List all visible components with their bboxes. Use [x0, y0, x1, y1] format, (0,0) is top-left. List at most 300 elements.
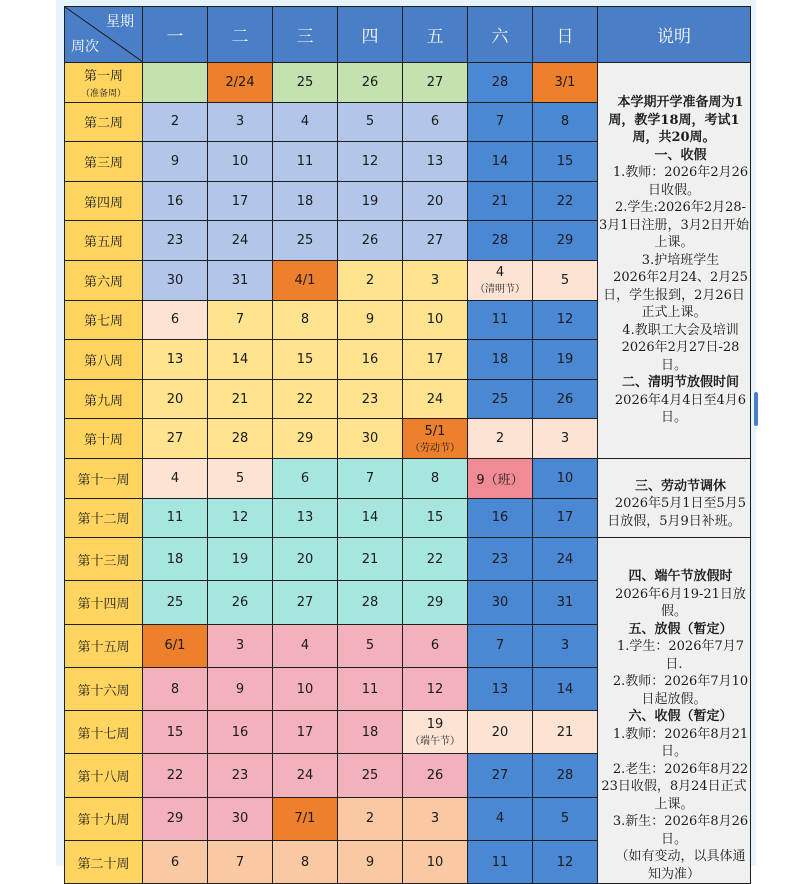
notes-block2: [598, 458, 751, 537]
day-number: 8: [170, 681, 180, 697]
day-cell: [403, 102, 468, 142]
day-cell: [403, 538, 468, 581]
day-cell: [403, 754, 468, 797]
week-label: [65, 419, 143, 459]
day-cell: [208, 340, 273, 380]
day-cell: [338, 181, 403, 221]
day-cell: [273, 538, 338, 581]
day-number: 5: [365, 114, 375, 130]
day-cell: [273, 624, 338, 667]
note-line: 四、端午节放假时: [628, 569, 733, 585]
day-cell: [468, 498, 533, 538]
day-cell: [338, 458, 403, 498]
day-number: 4/1: [294, 272, 316, 288]
day-number: 23: [231, 768, 249, 783]
week-label-text: 第二十周: [77, 856, 130, 872]
day-number: 6: [430, 114, 440, 130]
day-number: 4: [495, 265, 505, 281]
day-cell: [208, 498, 273, 538]
corner-weekday-label: 星期: [106, 14, 134, 30]
day-header-sat: 六: [468, 7, 533, 63]
day-number: 13: [491, 681, 509, 697]
day-number: 2/24: [225, 74, 255, 90]
school-calendar-table: [64, 6, 751, 884]
day-number: 27: [296, 595, 314, 610]
day-number: 19: [361, 193, 379, 209]
day-number: 20: [491, 724, 509, 740]
note-line: 2026年2月24、2月25日，学生报到，2月26日正式上课。: [603, 270, 748, 321]
day-cell: [403, 711, 468, 754]
day-cell: [468, 181, 533, 221]
day-cell: [338, 840, 403, 883]
day-number: 28: [491, 233, 509, 249]
day-number: 14: [361, 510, 379, 526]
note-line: （如有变动，以具体通知为准）: [615, 849, 746, 882]
day-number: 12: [556, 312, 574, 328]
day-cell: [533, 142, 598, 182]
day-number: 20: [296, 551, 314, 567]
day-number: 28: [361, 595, 379, 610]
day-number: 20: [166, 391, 184, 407]
day-cell: [468, 63, 533, 103]
day-cell: [533, 340, 598, 380]
day-cell: [468, 221, 533, 261]
day-number: 21: [361, 551, 379, 567]
day-number: 24: [296, 768, 314, 783]
day-cell: [273, 142, 338, 182]
week-label: [65, 624, 143, 667]
day-cell: [338, 102, 403, 142]
week-label: [65, 340, 143, 380]
day-number: 8: [300, 854, 310, 870]
day-number: 28: [491, 74, 509, 90]
day-cell: [533, 63, 598, 103]
day-cell: [468, 754, 533, 797]
week-label: [65, 142, 143, 182]
day-number: 14: [231, 351, 249, 367]
day-header-tue: 二: [208, 7, 273, 63]
day-cell: [208, 711, 273, 754]
day-number: 3: [430, 811, 440, 827]
day-cell: [468, 102, 533, 142]
day-number: 10: [231, 153, 249, 169]
day-number: 26: [231, 595, 249, 610]
day-cell: [533, 711, 598, 754]
day-cell: [338, 624, 403, 667]
day-cell: [403, 260, 468, 300]
week-label-text: 第四周: [83, 195, 123, 211]
day-cell: [208, 667, 273, 710]
day-cell: [143, 498, 208, 538]
day-number: 11: [491, 854, 509, 870]
day-cell: [403, 181, 468, 221]
day-cell: [403, 498, 468, 538]
week-label-text: 第六周: [83, 274, 123, 290]
day-number: 31: [556, 595, 574, 610]
day-cell: [208, 754, 273, 797]
day-number: 18: [361, 724, 379, 740]
week-label: [65, 379, 143, 419]
day-cell: [468, 711, 533, 754]
day-cell: [338, 340, 403, 380]
day-number: 10: [296, 681, 314, 697]
day-number: 10: [426, 854, 444, 870]
day-number: 3: [235, 638, 245, 654]
day-number: 18: [491, 351, 509, 367]
day-cell: [403, 667, 468, 710]
day-cell: [273, 300, 338, 340]
week-row: [65, 63, 751, 103]
day-cell: [208, 221, 273, 261]
day-number: 7: [365, 470, 375, 486]
week-label: [65, 102, 143, 142]
day-number: 28: [231, 431, 249, 447]
day-number: 23: [166, 233, 184, 249]
day-header-mon: 一: [143, 7, 208, 63]
day-cell: [143, 538, 208, 581]
day-cell: [273, 754, 338, 797]
day-cell: [533, 581, 598, 624]
day-number: 7: [495, 638, 505, 654]
day-cell: [273, 63, 338, 103]
scroll-indicator[interactable]: [754, 392, 758, 426]
day-cell: [208, 458, 273, 498]
week-label: [65, 260, 143, 300]
day-number: 5: [235, 470, 245, 486]
week-label-text: 第十一周: [77, 472, 130, 488]
day-cell: [208, 624, 273, 667]
day-cell: [468, 538, 533, 581]
day-number: 3: [235, 114, 245, 130]
day-cell: [143, 379, 208, 419]
day-cell: [533, 840, 598, 883]
week-label-text: 第五周: [83, 235, 123, 251]
day-number: 27: [166, 431, 184, 447]
day-number: 4: [495, 811, 505, 827]
day-cell: [403, 63, 468, 103]
day-cell: [273, 102, 338, 142]
week-label-text: 第十六周: [77, 683, 130, 699]
day-cell: [468, 260, 533, 300]
day-cell: [468, 667, 533, 710]
day-number: 18: [296, 193, 314, 209]
day-cell: [143, 142, 208, 182]
day-number: 12: [426, 681, 444, 697]
day-number: 24: [556, 551, 574, 567]
day-cell: [143, 667, 208, 710]
day-number: 5: [560, 811, 570, 827]
day-cell: [143, 581, 208, 624]
day-number: 2: [170, 114, 180, 130]
day-cell: [273, 340, 338, 380]
day-number: 15: [166, 724, 184, 740]
day-cell: [143, 419, 208, 459]
day-cell: [533, 102, 598, 142]
day-cell: [208, 260, 273, 300]
notes-block3: [598, 538, 751, 884]
day-cell: [468, 797, 533, 840]
day-number: 9（班）: [476, 472, 524, 488]
day-cell: [468, 340, 533, 380]
day-number: 19: [556, 351, 574, 367]
note-line: 3.护培班学生: [641, 252, 720, 268]
day-cell: [143, 102, 208, 142]
week-row: [65, 458, 751, 498]
note-line: 1.教师：2026年2月26日收假。: [612, 165, 749, 198]
note-line: 本学期开学准备周为1周，教学18周，考试1周，共20周。: [608, 95, 744, 146]
note-line: 2026年6月19-21日放假。: [615, 586, 746, 620]
day-cell: [208, 181, 273, 221]
note-line: 2026年5月1日至5月5日放假，5月9日补班。: [607, 496, 747, 529]
holiday-label: （劳动节）: [410, 442, 460, 454]
day-number: 15: [426, 510, 444, 526]
day-cell: [533, 221, 598, 261]
day-header-thu: 四: [338, 7, 403, 63]
day-cell: [273, 260, 338, 300]
day-number: 30: [166, 272, 184, 288]
day-number: 23: [361, 391, 379, 407]
day-number: 17: [426, 351, 444, 367]
note-line: 2.学生:2026年2月28-3月1日注册，3月2日开始上课。: [598, 200, 750, 251]
day-number: 4: [300, 114, 310, 130]
day-cell: [338, 711, 403, 754]
day-number: 12: [556, 854, 574, 870]
week-label: [65, 181, 143, 221]
note-line: 三、劳动节调休: [634, 478, 726, 494]
day-cell: [533, 379, 598, 419]
week-label-text: 第十五周: [77, 640, 130, 656]
day-number: 12: [231, 510, 249, 526]
day-number: 27: [426, 74, 444, 90]
day-cell: [338, 260, 403, 300]
day-cell: [273, 797, 338, 840]
day-number: 3: [560, 431, 570, 447]
day-number: 20: [426, 193, 444, 209]
week-label: [65, 63, 143, 103]
day-cell: [338, 754, 403, 797]
day-number: 25: [296, 233, 314, 249]
week-label-text: 第十四周: [77, 597, 130, 612]
day-cell: [143, 221, 208, 261]
day-number: 16: [491, 510, 509, 526]
day-cell: [338, 498, 403, 538]
day-cell: [143, 840, 208, 883]
day-cell: [533, 260, 598, 300]
day-number: 8: [560, 114, 570, 130]
week-label-text: 第三周: [83, 155, 123, 171]
corner-header: [65, 7, 143, 63]
day-number: 9: [365, 312, 375, 328]
week-label: [65, 581, 143, 624]
day-cell: [403, 797, 468, 840]
day-number: 14: [556, 681, 574, 697]
day-cell: [533, 498, 598, 538]
day-number: 15: [296, 351, 314, 367]
day-number: 17: [296, 724, 314, 740]
week-label-text: 第八周: [83, 353, 123, 369]
day-cell: [468, 840, 533, 883]
day-cell: [533, 300, 598, 340]
day-cell: [143, 711, 208, 754]
day-header-fri: 五: [403, 7, 468, 63]
day-cell: [403, 624, 468, 667]
day-number: 28: [556, 768, 574, 783]
day-number: 6: [170, 312, 180, 328]
week-label-text: 第十八周: [77, 770, 130, 785]
day-cell: [403, 458, 468, 498]
day-cell: [338, 300, 403, 340]
day-cell: [273, 379, 338, 419]
day-cell: [338, 419, 403, 459]
day-cell: [143, 458, 208, 498]
note-line: 3.新生：2026年8月26日。: [612, 814, 749, 847]
day-number: 7/1: [294, 811, 316, 827]
day-number: 21: [231, 391, 249, 407]
note-line: 五、放假（暂定）: [628, 621, 733, 637]
day-cell: [273, 458, 338, 498]
day-cell: [533, 797, 598, 840]
week-label: [65, 797, 143, 840]
day-number: 9: [365, 854, 375, 870]
day-cell: [533, 458, 598, 498]
day-number: 10: [426, 312, 444, 328]
day-number: 12: [361, 153, 379, 169]
day-number: 9: [235, 681, 245, 697]
day-cell: [468, 142, 533, 182]
day-number: 11: [361, 681, 379, 697]
note-line: 1.教师：2026年8月21日。: [612, 726, 749, 760]
week-row: [65, 538, 751, 581]
day-number: 6: [300, 470, 310, 486]
day-number: 8: [300, 312, 310, 328]
day-number: 26: [361, 233, 379, 249]
day-number: 24: [426, 391, 444, 407]
day-cell: [468, 419, 533, 459]
week-label-text: 第十三周: [77, 553, 130, 569]
day-cell: [338, 221, 403, 261]
day-number: 13: [166, 351, 184, 367]
day-number: 11: [296, 153, 314, 169]
week-label-text: 第十二周: [77, 512, 130, 528]
day-cell: [208, 379, 273, 419]
day-number: 30: [231, 811, 249, 827]
week-label: [65, 458, 143, 498]
day-cell: [533, 419, 598, 459]
week-label: [65, 221, 143, 261]
day-number: 16: [166, 193, 184, 209]
day-number: 25: [361, 768, 379, 783]
day-number: 24: [231, 233, 249, 249]
note-line: 一、收假: [654, 147, 707, 163]
holiday-label: （端午节）: [410, 736, 460, 748]
week-label: [65, 498, 143, 538]
day-number: 26: [361, 74, 379, 90]
day-number: 29: [296, 431, 314, 447]
day-cell: [208, 419, 273, 459]
day-number: 21: [556, 724, 574, 740]
day-cell: [208, 840, 273, 883]
day-number: 2: [495, 431, 505, 447]
day-number: 22: [166, 768, 184, 783]
day-number: 17: [231, 193, 249, 209]
day-cell: [338, 581, 403, 624]
note-line: 2.老生：2026年8月22 23日收假，8月24日正式上课。: [601, 761, 749, 812]
day-cell: [208, 581, 273, 624]
day-cell: [273, 840, 338, 883]
day-cell: [143, 797, 208, 840]
day-cell: [338, 538, 403, 581]
day-number: 7: [235, 854, 245, 870]
day-number: 22: [426, 551, 444, 567]
day-number: 2: [365, 272, 375, 288]
week-label-text: 第十九周: [77, 813, 130, 829]
day-cell: [468, 379, 533, 419]
day-number: 22: [556, 193, 574, 209]
day-number: 5/1: [424, 423, 446, 439]
day-number: 4: [170, 470, 180, 486]
day-number: 21: [491, 193, 509, 209]
day-cell: [143, 624, 208, 667]
day-cell: [143, 181, 208, 221]
day-cell: [273, 419, 338, 459]
day-cell: [468, 458, 533, 498]
day-cell: [403, 581, 468, 624]
day-number: 30: [361, 431, 379, 447]
day-cell: [273, 221, 338, 261]
day-number: 4: [300, 638, 310, 654]
week-label-text: 第七周: [83, 314, 123, 330]
day-cell: [273, 581, 338, 624]
week-label: [65, 538, 143, 581]
day-header-wed: 三: [273, 7, 338, 63]
day-number: 5: [365, 638, 375, 654]
day-number: 15: [556, 153, 574, 169]
day-number: 3: [560, 638, 570, 654]
day-cell: [143, 340, 208, 380]
day-number: 14: [491, 153, 509, 169]
day-cell: [273, 181, 338, 221]
header-row: [65, 7, 751, 63]
day-cell: [143, 300, 208, 340]
day-number: 25: [296, 74, 314, 90]
day-cell: [208, 102, 273, 142]
day-cell: [403, 221, 468, 261]
day-cell: [468, 624, 533, 667]
week-label-text: 第二周: [83, 116, 123, 132]
day-number: 6: [170, 854, 180, 870]
day-cell: [403, 340, 468, 380]
day-number: 22: [296, 391, 314, 407]
day-number: 19: [426, 717, 444, 733]
week-label-text: 第九周: [83, 393, 123, 409]
day-cell: [338, 797, 403, 840]
day-cell: [208, 63, 273, 103]
day-cell: [403, 379, 468, 419]
day-number: 25: [491, 391, 509, 407]
day-cell: [533, 624, 598, 667]
week-label: [65, 711, 143, 754]
holiday-label: （清明节）: [475, 284, 525, 296]
week-label-text: 第一周: [83, 69, 123, 85]
day-number: 9: [170, 153, 180, 169]
day-number: 6: [430, 638, 440, 654]
week-label: [65, 667, 143, 710]
day-number: 7: [235, 312, 245, 328]
day-number: 11: [491, 312, 509, 328]
notes-header: 说明: [598, 7, 751, 63]
day-number: 13: [296, 510, 314, 526]
day-number: 11: [166, 510, 184, 526]
